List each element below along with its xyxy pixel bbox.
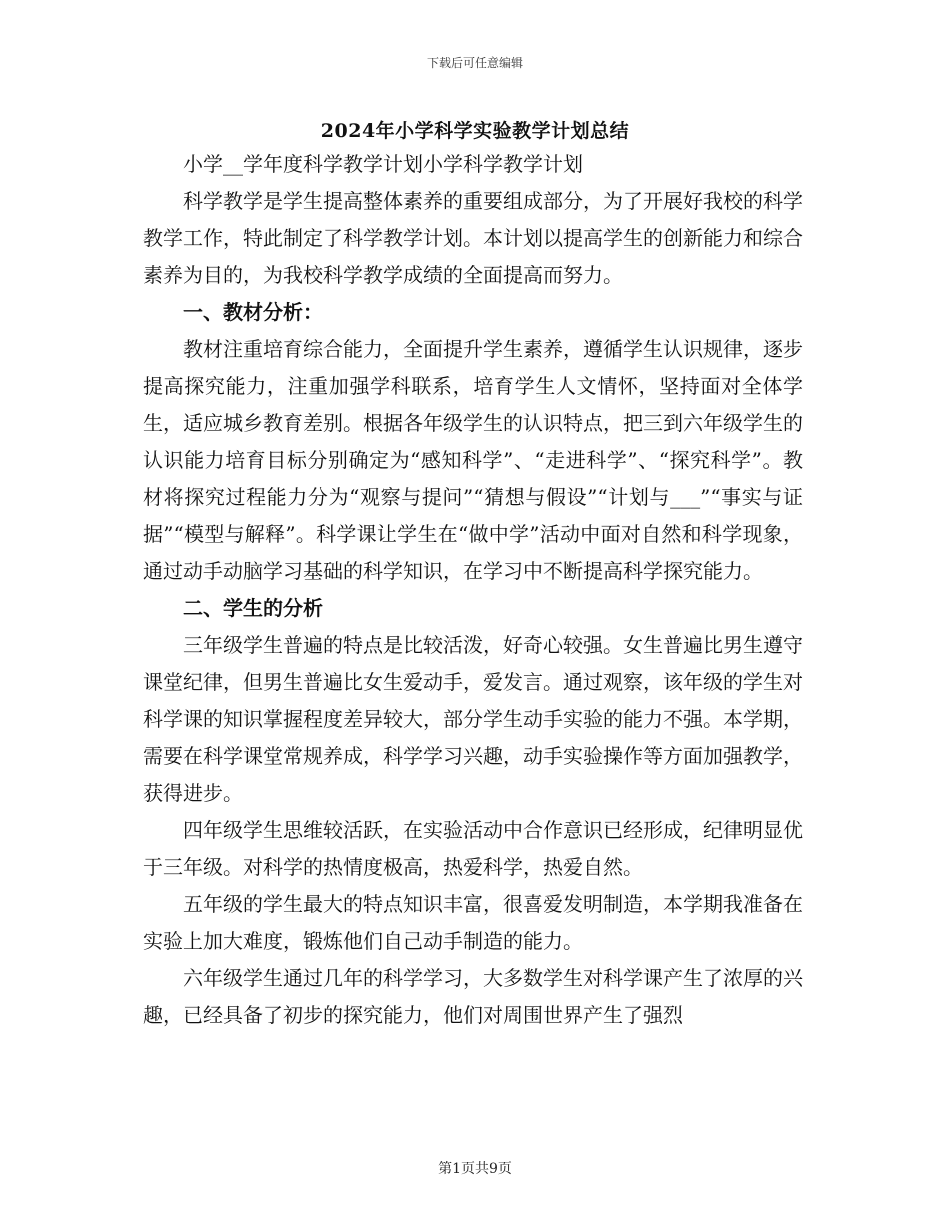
grade4-paragraph: 四年级学生思维较活跃，在实验活动中合作意识已经形成，纪律明显优于三年级。对科学的热情度极高，热爱科学，热爱自然。 [143, 818, 803, 879]
materials-paragraph: 教材注重培育综合能力，全面提升学生素养，遵循学生认识规律，逐步提高探究能力，注重加强学科联系，培育学生人文情怀，坚持面对全体学生，适应城乡教育差别。根据各年级学生的认识特点，把三到六年级学生的认识能力培育目标分别确定为“感知科学”、“走进科学”、“探究科学”。教材将探究过程能力分为“观察与提问”“猜想与假设”“计划与___”“事实与证据”“模型与解释”。科学课让学生在“做中学”活动中面对自然和科学现象，通过动手动脑学习基础的科学知识，在学习中不断提高科学探究能力。 [143, 337, 803, 583]
page-footer: 第1页共9页 [438, 1161, 512, 1177]
header-note: 下载后可任意编辑 [426, 56, 523, 70]
intro-paragraph: 科学教学是学生提高整体素养的重要组成部分，为了开展好我校的科学教学工作，特此制定了科学教学计划。本计划以提高学生的创新能力和综合素养为目的，为我校科学教学成绩的全面提高而努力。 [143, 189, 803, 287]
grade6-paragraph: 六年级学生通过几年的科学学习，大多数学生对科学课产生了浓厚的兴趣，已经具备了初步的探究能力，他们对周围世界产生了强烈 [143, 966, 803, 1027]
grade5-paragraph: 五年级的学生最大的特点知识丰富，很喜爱发明制造，本学期我准备在实验上加大难度，锻炼他们自己动手制造的能力。 [143, 892, 803, 953]
subtitle-line: 小学__学年度科学教学计划小学科学教学计划 [183, 152, 583, 176]
document-title: 2024年小学科学实验教学计划总结 [320, 120, 630, 142]
grade3-paragraph: 三年级学生普遍的特点是比较活泼，好奇心较强。女生普遍比男生遵守课堂纪律，但男生普遍比女生爱动手，爱发言。通过观察，该年级的学生对科学课的知识掌握程度差异较大，部分学生动手实验的能力不强。本学期，需要在科学课堂常规养成，科学学习兴趣，动手实验操作等方面加强教学，获得进步。 [143, 633, 803, 805]
section-heading-materials: 一、教材分析： [183, 300, 323, 324]
document-body [143, 146, 803, 1034]
section-heading-students: 二、学生的分析 [183, 596, 323, 620]
